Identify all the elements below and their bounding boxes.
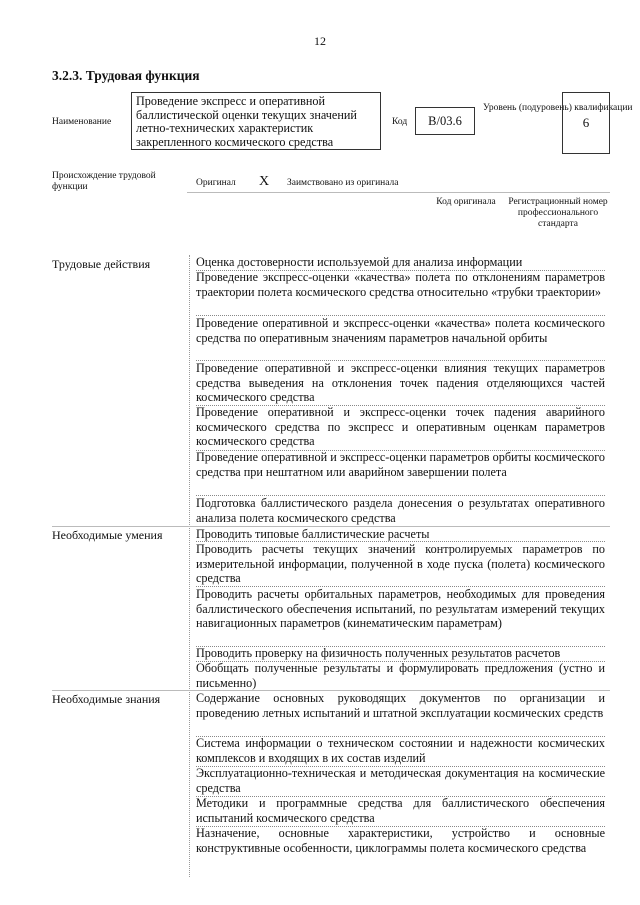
borrowed-label: Заимствовано из оригинала: [287, 178, 399, 188]
code-original-label: Код оригинала: [436, 197, 496, 207]
section-title: 3.2.3. Трудовая функция: [52, 68, 200, 83]
list-item: Назначение, основные характеристики, устройство и основные конструктивные особенности, циклограммы полета космического средства: [196, 826, 605, 855]
list-item: Проводить типовые баллистические расчеты: [196, 527, 430, 541]
code-box: В/03.6: [415, 107, 475, 135]
level-label: Уровень (подуровень) квалификации: [483, 103, 633, 113]
original-label: Оригинал: [196, 178, 236, 188]
reg-number-label: Регистрационный номер профессионального стандарта: [508, 197, 608, 229]
list-item: Проводить проверку на физичность полученных результатов расчетов: [196, 646, 561, 660]
function-name-box: Проведение экспресс и оперативной баллистической оценки текущих значений летно-технических характеристик закрепленного космического средства: [131, 92, 381, 150]
list-item: Проводить расчеты текущих значений контролируемых параметров по измерительной информации, полученной в ходе пуска (полета) космического средства: [196, 542, 605, 586]
column-divider: [189, 255, 190, 877]
list-item: Система информации о техническом состоянии и надежности космических комплексов и входящих в их состав изделий: [196, 736, 605, 765]
list-item: Методики и программные средства для баллистического обеспечения испытаний космического средства: [196, 796, 605, 825]
list-item: Оценка достоверности используемой для анализа информации: [196, 255, 523, 269]
list-item: Проведение оперативной и экспресс-оценки точек падения аварийного космического средства по экспресс и оперативным оценкам параметров космического средства: [196, 405, 605, 449]
list-item: Проведение оперативной и экспресс-оценки параметров орбиты космического средства при нештатном или аварийном завершении полета: [196, 450, 605, 479]
list-item: Обобщать полученные результаты и формулировать предложения (устно и письменно): [196, 661, 605, 690]
list-item: Эксплуатационно-техническая и методическая документация на космические средства: [196, 766, 605, 795]
list-item: Проведение оперативной и экспресс-оценки влияния текущих параметров средства выведения на отклонения точек падения отделяющихся частей космического средства: [196, 361, 605, 405]
list-item: Проведение экспресс-оценки «качества» полета по отклонениям параметров траектории полета космического средства относительно «трубки траектории»: [196, 270, 605, 299]
page-number: 12: [314, 34, 326, 48]
section-label-actions: Трудовые действия: [52, 257, 151, 271]
list-item: Подготовка баллистического раздела донесения о результатах оперативного анализа полета космического средства: [196, 496, 605, 525]
origin-label: Происхождение трудовой функции: [52, 171, 156, 192]
list-item: Проводить расчеты орбитальных параметров, необходимых для проведения баллистического обеспечения испытаний, по результатам измерений текущих навигационных параметров (кинематическим параметрам): [196, 587, 605, 631]
list-item: Проведение оперативной и экспресс-оценки «качества» полета космического средства по оперативным значениям параметров начальной орбиты: [196, 316, 605, 345]
list-item: Содержание основных руководящих документов по организации и проведению летных испытаний и штатной эксплуатации космических средств: [196, 691, 605, 720]
origin-separator: [187, 192, 610, 193]
level-box: 6: [562, 92, 610, 154]
section-label-knowledge: Необходимые знания: [52, 692, 161, 706]
code-label: Код: [392, 117, 408, 127]
section-label-skills: Необходимые умения: [52, 528, 163, 542]
name-label: Наименование: [52, 117, 112, 127]
original-mark: X: [259, 174, 270, 189]
